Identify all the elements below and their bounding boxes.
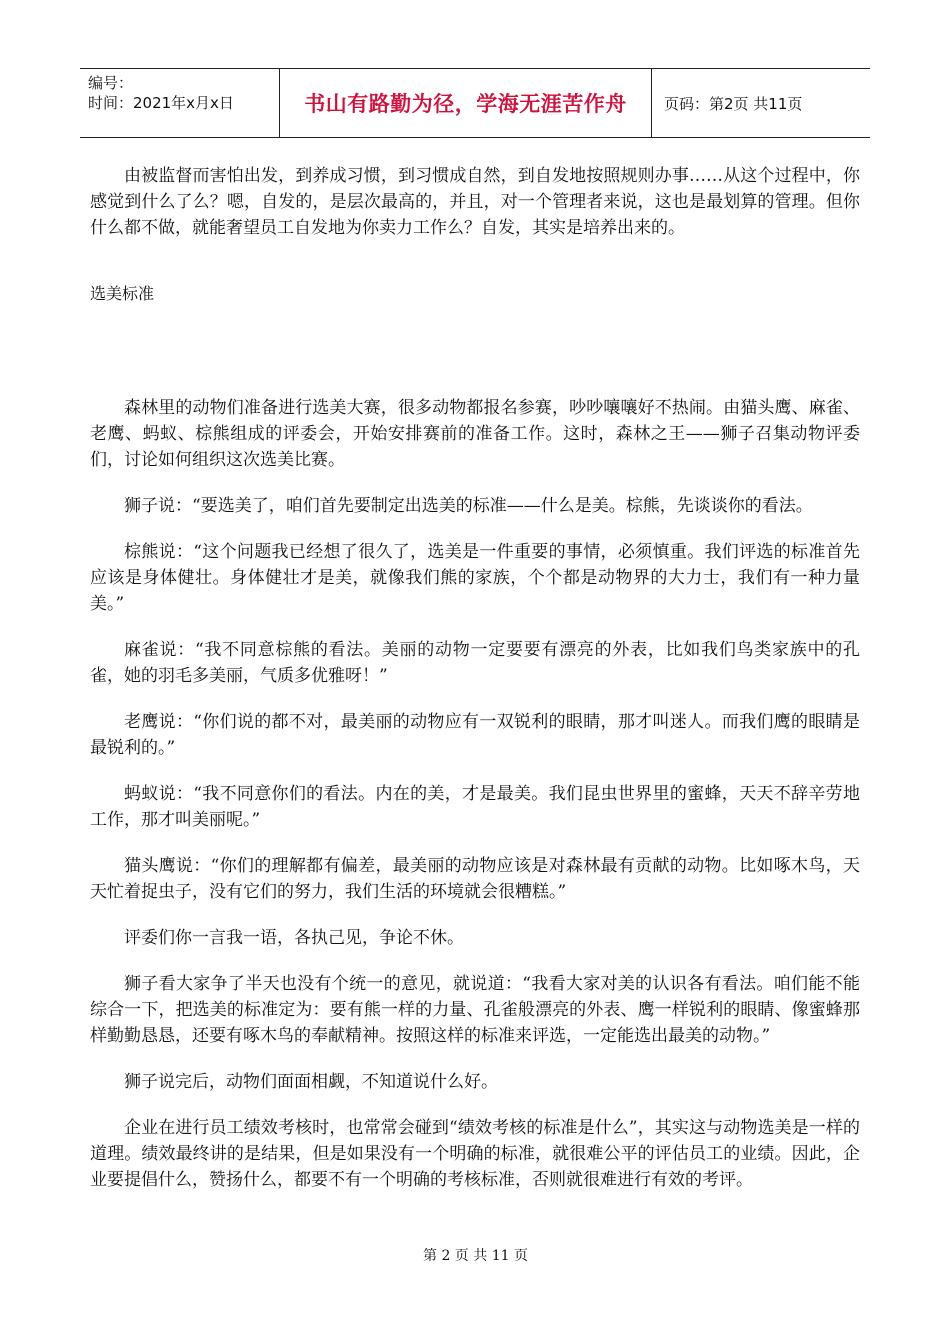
document-date: 时间：2021年x月x日	[88, 94, 234, 112]
body-paragraph: 评委们你一言我一语，各执己见，争论不休。	[124, 928, 464, 948]
header-motto: 书山有路勤为径，学海无涯苦作舟	[280, 69, 652, 137]
body-paragraph: 企业在进行员工绩效考核时，也常常会碰到“绩效考核的标准是什么”，其实这与动物选美是一样的道理。绩效最终讲的是结果，但是如果没有一个明确的标准，就很难公平的评估员工的业绩。因此，企业要提倡什么，赞扬什么，都要不有一个明确的考核标准，否则就很难进行有效的考评。	[90, 1118, 860, 1190]
body-paragraph: 老鹰说：“你们说的都不对，最美丽的动物应有一双锐利的眼睛，那才叫迷人。而我们鹰的眼睛是最锐利的。”	[90, 712, 860, 758]
header-page-info: 页码：第2页 共11页	[664, 94, 803, 113]
body-paragraph: 狮子说完后，动物们面面相觑，不知道说什么好。	[124, 1072, 498, 1092]
body-paragraph: 猫头鹰说：“你们的理解都有偏差，最美丽的动物应该是对森林最有贡献的动物。比如啄木鸟，天天忙着捉虫子，没有它们的努力，我们生活的环境就会很糟糕。”	[90, 856, 860, 902]
page-header	[80, 68, 870, 138]
body-paragraph: 狮子看大家争了半天也没有个统一的意见，就说道：“我看大家对美的认识各有看法。咱们能不能综合一下，把选美的标准定为：要有熊一样的力量、孔雀般漂亮的外表、鹰一样锐利的眼睛、像蜜蜂那样勤勤恳恳，还要有啄木鸟的奉献精神。按照这样的标准来评选，一定能选出最美的动物。”	[90, 974, 860, 1046]
document-body	[90, 163, 860, 1213]
body-paragraph: 狮子说：“要选美了，咱们首先要制定出选美的标准——什么是美。棕熊，先谈谈你的看法。	[124, 496, 813, 516]
body-paragraph: 森林里的动物们准备进行选美大赛，很多动物都报名参赛，吵吵嚷嚷好不热闹。由猫头鹰、麻雀、老鹰、蚂蚁、棕熊组成的评委会，开始安排赛前的准备工作。这时，森林之王——狮子召集动物评委们，讨论如何组织这次选美比赛。	[90, 398, 860, 470]
body-paragraph: 蚂蚁说：“我不同意你们的看法。内在的美，才是最美。我们昆虫世界里的蜜蜂，天天不辞辛劳地工作，那才叫美丽呢。”	[90, 784, 860, 830]
document-number-label: 编号：	[88, 74, 134, 92]
body-paragraph: 棕熊说：“这个问题我已经想了很久了，选美是一件重要的事情，必须慎重。我们评选的标准首先应该是身体健壮。身体健壮才是美，就像我们熊的家族，个个都是动物界的大力士，我们有一种力量美。”	[90, 542, 860, 614]
footer-page-number: 第 2 页 共 11 页	[423, 1248, 528, 1264]
header-meta-cell	[80, 69, 280, 137]
body-paragraph: 麻雀说：“我不同意棕熊的看法。美丽的动物一定要要有漂亮的外表，比如我们鸟类家族中的孔雀，她的羽毛多美丽，气质多优雅呀！”	[90, 640, 860, 686]
page-footer	[0, 1245, 950, 1265]
body-paragraph: 由被监督而害怕出发，到养成习惯，到习惯成自然，到自发地按照规则办事……从这个过程中，你感觉到什么了么？嗯，自发的，是层次最高的，并且，对一个管理者来说，这也是最划算的管理。但你什么都不做，就能奢望员工自发地为你卖力工作么？自发，其实是培养出来的。	[90, 166, 860, 238]
section-title: 选美标准	[90, 284, 155, 303]
